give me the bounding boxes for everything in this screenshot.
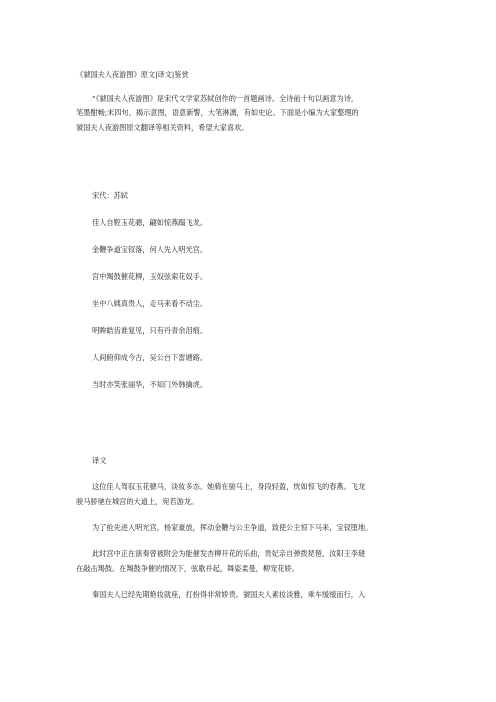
poem-line: 明眸皓齿谁复见，只有丹青余泪痕。 <box>92 326 208 335</box>
document-title: 《虢国夫人夜游图》原文|译文|鉴赏 <box>76 70 189 79</box>
translation-line: 此时宫中正在演奏曾被附会为能催发杏柳开花的乐曲，贵妃亲自弹拨琵琶，汝阳王李琎 <box>92 549 366 558</box>
translation-line: 这位佳人驾驭玉花骢马，淡妆多态。她骑在骏马上，身段轻盈，恍如惊飞的春燕。飞龙 <box>92 482 366 491</box>
intro-line: “《虢国夫人夜游图》是宋代文学家苏轼创作的一首题画诗。全诗前十句以画意为诗， <box>92 94 359 103</box>
translation-line: 在敲击羯鼓。在羯鼓争催的情况下，弦歌并起，舞姿柔曼，柳宠花娇。 <box>76 564 299 573</box>
poem-line: 人间俯仰成今古，吴公台下雷塘路。 <box>92 353 208 362</box>
translation-paragraph <box>76 479 420 509</box>
poem-line: 佳人自鞚玉花骢，翩如惊燕蹋飞龙。 <box>92 218 208 227</box>
poem-line: 金鞭争道宝钗落，何人先入明光宫。 <box>92 245 208 254</box>
translation-heading: 译文 <box>92 456 107 465</box>
poem-line: 当时亦笑张丽华，不知门外韩擒虎。 <box>92 380 208 389</box>
poem-line: 宫中羯鼓催花柳，玉奴弦索花奴手。 <box>92 272 208 281</box>
poem-line: 坐中八姨真贵人，走马来看不动尘。 <box>92 299 208 308</box>
translation-body <box>76 479 420 613</box>
translation-paragraph <box>92 520 420 535</box>
poem-author: 宋代：苏轼 <box>92 191 128 200</box>
poem-text <box>92 191 207 407</box>
intro-paragraph <box>76 92 420 135</box>
translation-paragraph <box>92 587 420 602</box>
translation-line: 为了抢先进入明光宫，杨家豪放，挥动金鞭与公主争道，致使公主惊下马来，宝钗堕地。 <box>92 523 373 532</box>
intro-line: 虢国夫人夜游图原文翻译等相关资料，希望大家喜欢。 <box>76 122 249 132</box>
translation-line: 骏马骄驰在城宫的大道上，宛若游龙。 <box>76 497 199 506</box>
intro-line: 笔墨酣畅;末四句，揭示意图，语意新警，大笔淋漓，有如史论。下面是小编为大家整理的 <box>76 108 359 118</box>
translation-line: 秦国夫人已经先期艳妆就座，打扮得非常娇贵。虢国夫人素妆淡雅，乘车缓缓而行，入 <box>92 590 366 599</box>
translation-paragraph <box>76 546 420 576</box>
